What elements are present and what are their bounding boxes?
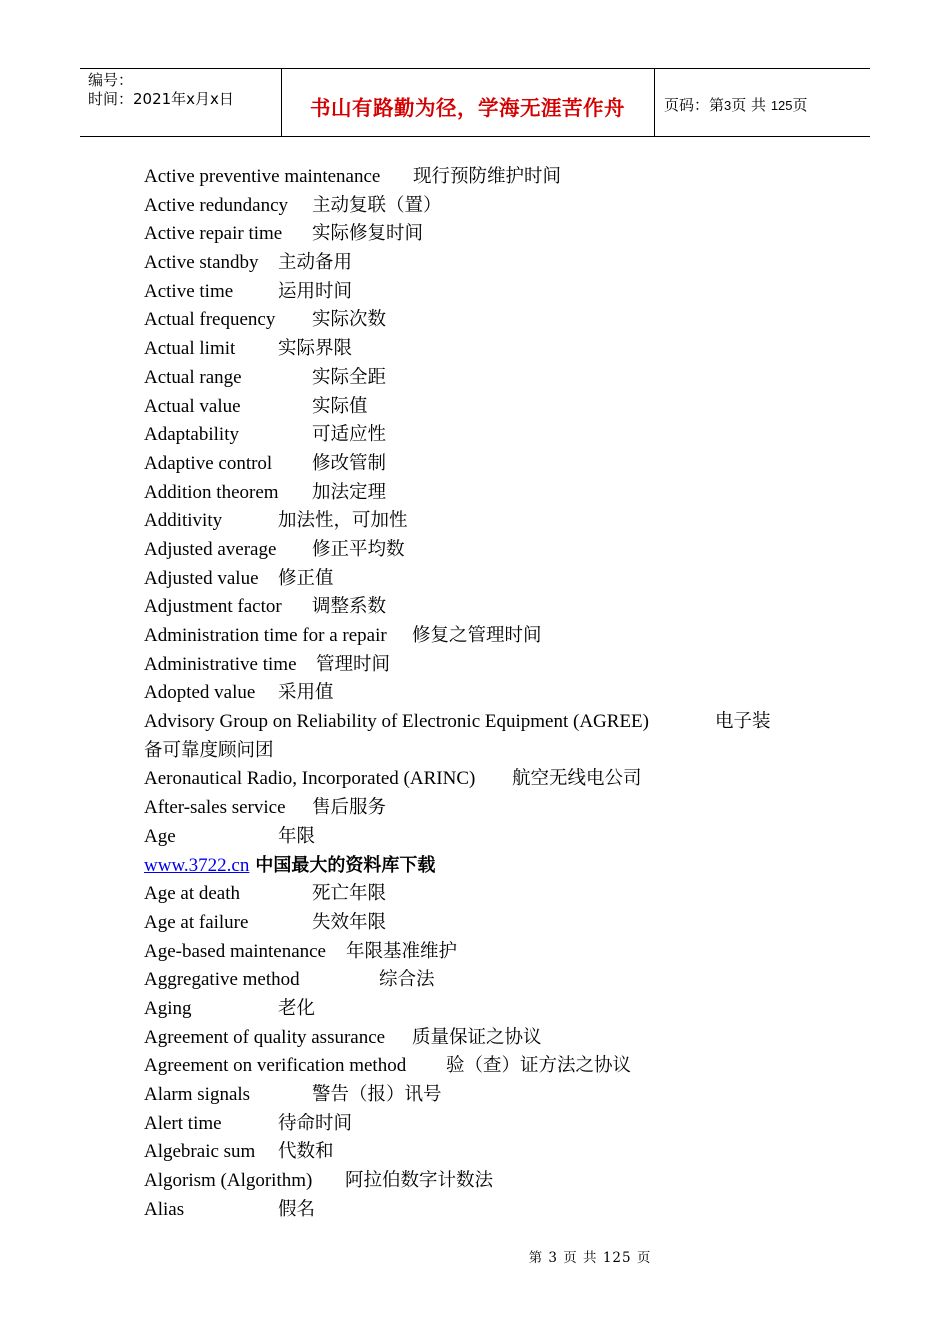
entry-translation: 质量保证之协议 [412, 1026, 542, 1048]
entry-translation: 实际值 [312, 395, 368, 417]
entry-term: Active standby [144, 252, 259, 274]
number-label: 编号： [88, 71, 134, 89]
entry-translation: 加法定理 [312, 481, 387, 503]
entry-translation: 实际次数 [312, 309, 387, 331]
glossary-entry [144, 880, 824, 909]
entry-translation: 死亡年限 [312, 883, 387, 905]
entry-term: Aeronautical Radio, Incorporated (ARINC) [144, 768, 476, 790]
glossary-entry [144, 1167, 824, 1196]
header-page-cell [655, 69, 870, 136]
glossary-content [144, 163, 824, 1224]
motto-text: 书山有路勤为径，学海无涯苦作舟 [310, 96, 625, 120]
glossary-entry [144, 995, 824, 1024]
entry-translation: 实际修复时间 [312, 223, 424, 245]
glossary-entry [144, 651, 824, 680]
glossary-entry [144, 938, 824, 967]
footer-page-number: 第 3 页 共 125 页 [528, 1250, 652, 1266]
entry-translation: 实际全距 [312, 366, 387, 388]
entry-translation: 修正值 [278, 567, 334, 589]
entry-term: Adjustment factor [144, 596, 282, 618]
entry-term: After-sales service [144, 797, 286, 819]
glossary-entry [144, 708, 824, 737]
entry-term: Algebraic sum [144, 1141, 256, 1163]
glossary-entry [144, 507, 824, 536]
entry-translation: 老化 [278, 997, 316, 1019]
entry-term: Active redundancy [144, 194, 289, 216]
glossary-entry [144, 278, 824, 307]
entry-term: Adaptability [144, 424, 239, 446]
entry-term: Age at death [144, 883, 241, 905]
entry-translation: 加法性，可加性 [278, 510, 408, 532]
glossary-entry [144, 1138, 824, 1167]
entry-term: Adaptive control [144, 452, 273, 474]
glossary-entry [144, 450, 824, 479]
entry-term: Active repair time [144, 223, 283, 245]
entry-translation: 年限 [278, 825, 316, 847]
glossary-entry [144, 679, 824, 708]
entry-translation: 备可靠度顾问团 [144, 739, 274, 761]
entry-translation: 运用时间 [278, 280, 353, 302]
promo-text: 中国最大的资料库下载 [255, 854, 436, 876]
promo-link[interactable]: www.3722.cn [144, 854, 250, 876]
glossary-entry [144, 192, 824, 221]
header-info-cell [80, 69, 282, 136]
glossary-entry [144, 794, 824, 823]
glossary-entry [144, 909, 824, 938]
entry-translation: 修复之管理时间 [412, 625, 542, 646]
promo-line [144, 852, 824, 881]
entry-translation: 管理时间 [316, 653, 391, 675]
page-prefix: 页码：第 [664, 96, 725, 114]
entry-term: Adopted value [144, 682, 256, 704]
page-current: 3 [724, 98, 732, 113]
entry-translation: 现行预防维护时间 [413, 166, 562, 187]
entry-term: Agreement on verification method [144, 1055, 407, 1077]
glossary-entry [144, 765, 824, 794]
glossary-entry-continued [144, 737, 824, 766]
entry-term: Age-based maintenance [144, 940, 326, 962]
entry-term: Actual limit [144, 338, 236, 360]
entry-term: Administrative time [144, 653, 297, 675]
date-label: 时间：2021年x月x日 [88, 90, 234, 108]
entry-term: Addition theorem [144, 481, 279, 503]
page-indicator [664, 94, 808, 115]
entry-term: Actual frequency [144, 309, 276, 331]
entry-term: Age at failure [144, 911, 249, 933]
entry-translation: 失效年限 [312, 911, 387, 933]
entry-term: Additivity [144, 510, 223, 532]
glossary-entry [144, 393, 824, 422]
glossary-entry [144, 593, 824, 622]
entry-translation: 修改管制 [312, 452, 387, 474]
page-total: 125 [770, 98, 793, 113]
entry-translation: 调整系数 [312, 596, 387, 618]
page-mid: 页 共 [731, 96, 767, 114]
entry-term: Active preventive maintenance [144, 166, 381, 187]
glossary-entry [144, 1196, 824, 1225]
glossary-entry [144, 622, 824, 651]
glossary-entry [144, 536, 824, 565]
page-header [80, 68, 870, 137]
entry-term: Adjusted average [144, 538, 277, 560]
entry-term: Algorism (Algorithm) [144, 1170, 313, 1192]
glossary-entry [144, 421, 824, 450]
entry-translation: 售后服务 [312, 797, 387, 819]
glossary-entry [144, 1024, 824, 1053]
entry-term: Age [144, 825, 176, 847]
entry-translation: 主动复联（置） [312, 194, 442, 216]
glossary-entry [144, 364, 824, 393]
glossary-entry [144, 163, 824, 192]
page-footer [0, 1246, 950, 1266]
entry-term: Agreement of quality assurance [144, 1026, 386, 1048]
entry-translation: 航空无线电公司 [512, 768, 642, 790]
entry-term: Adjusted value [144, 567, 259, 589]
entry-term: Active time [144, 280, 234, 302]
entry-term: Actual value [144, 395, 241, 417]
glossary-entry [144, 823, 824, 852]
entry-term: Alarm signals [144, 1084, 251, 1105]
entry-term: Administration time for a repair [144, 625, 387, 646]
glossary-entry [144, 479, 824, 508]
glossary-entry [144, 335, 824, 364]
entry-term: Aging [144, 997, 192, 1019]
header-motto-cell [281, 69, 655, 136]
entry-translation: 电子装 [715, 711, 771, 733]
entry-term: Aggregative method [144, 969, 300, 991]
glossary-entry [144, 1081, 824, 1110]
entry-translation: 修正平均数 [312, 538, 405, 560]
entry-translation: 验（查）证方法之协议 [446, 1055, 632, 1077]
entry-term: Advisory Group on Reliability of Electronic Equipment (AGREE) [144, 711, 649, 733]
entry-translation: 待命时间 [278, 1112, 353, 1134]
entry-translation: 采用值 [278, 682, 334, 704]
glossary-entry [144, 249, 824, 278]
glossary-entry [144, 966, 824, 995]
entry-translation: 综合法 [379, 969, 435, 991]
entry-translation: 代数和 [278, 1141, 334, 1163]
entry-term: Alias [144, 1198, 185, 1220]
glossary-entry [144, 1052, 824, 1081]
glossary-entry [144, 1110, 824, 1139]
entry-translation: 主动备用 [278, 252, 353, 274]
entry-translation: 警告（报）讯号 [312, 1084, 442, 1105]
glossary-entry [144, 306, 824, 335]
page-suffix: 页 [792, 96, 808, 114]
entry-translation: 假名 [278, 1198, 316, 1220]
entry-translation: 阿拉伯数字计数法 [345, 1170, 494, 1192]
entry-term: Alert time [144, 1112, 222, 1134]
entry-term: Actual range [144, 366, 242, 388]
entry-translation: 年限基准维护 [346, 940, 458, 962]
glossary-entry [144, 565, 824, 594]
entry-translation: 可适应性 [312, 424, 387, 446]
glossary-entry [144, 220, 824, 249]
entry-translation: 实际界限 [278, 338, 353, 360]
